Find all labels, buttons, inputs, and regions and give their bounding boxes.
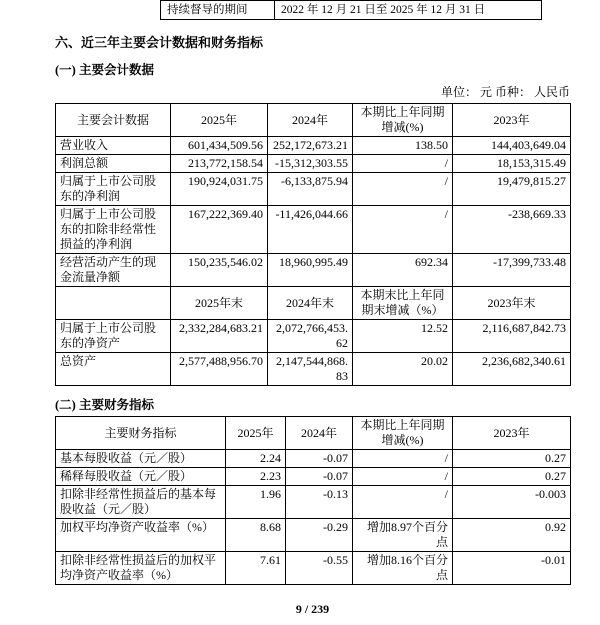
table-cell: / (353, 468, 453, 486)
supervision-period-table (160, 0, 542, 20)
table-cell: 601,434,509.56 (171, 137, 268, 155)
subsection-2-title: (二) 主要财务指标 (55, 398, 154, 412)
table-cell: 1.96 (226, 486, 286, 519)
table-row (56, 155, 571, 173)
table-row (56, 450, 571, 468)
table-cell: 增加8.16个百分点 (353, 552, 453, 585)
table-cell: 0.92 (453, 519, 571, 552)
table-header-row (56, 287, 571, 320)
table-cell: 8.68 (226, 519, 286, 552)
column-header: 2025年末 (171, 287, 268, 320)
table-cell: 归属于上市公司股东的扣除非经常性损益的净利润 (56, 206, 171, 254)
table-cell: 18,960,995.49 (268, 254, 353, 287)
table-row (56, 206, 571, 254)
table-row (56, 468, 571, 486)
table-row (56, 552, 571, 585)
table-cell: 138.50 (353, 137, 453, 155)
section-title: 六、近三年主要会计数据和财务指标 (55, 35, 264, 50)
column-header: 主要财务指标 (56, 417, 226, 450)
page-number: 9 / 239 (295, 602, 330, 616)
table-cell: 总资产 (56, 353, 171, 386)
table-cell: -0.07 (286, 450, 353, 468)
table-row (56, 353, 571, 386)
table-row (56, 173, 571, 206)
accounting-data-table (55, 103, 571, 386)
table-cell: -0.07 (286, 468, 353, 486)
table-cell: -11,426,044.66 (268, 206, 353, 254)
table-cell: 2,577,488,956.70 (171, 353, 268, 386)
column-header (56, 287, 171, 320)
table-cell: -238,669.33 (453, 206, 571, 254)
table-cell: -0.003 (453, 486, 571, 519)
table-cell: -17,399,733.48 (453, 254, 571, 287)
table-row (56, 254, 571, 287)
table-header-row (56, 104, 571, 137)
table-cell: 190,924,031.75 (171, 173, 268, 206)
table-cell: 2,072,766,453.62 (268, 320, 353, 353)
supervision-period-value: 2022 年 12 月 21 日至 2025 年 12 月 31 日 (275, 1, 542, 20)
table-cell: 2.24 (226, 450, 286, 468)
table-cell: 18,153,315.49 (453, 155, 571, 173)
table-cell: 0.27 (453, 450, 571, 468)
table-cell: 144,403,649.04 (453, 137, 571, 155)
table-header-row (56, 417, 571, 450)
table-cell: -0.13 (286, 486, 353, 519)
table-cell: 167,222,369.40 (171, 206, 268, 254)
table-row (56, 486, 571, 519)
table-cell: / (353, 206, 453, 254)
table-row (56, 519, 571, 552)
table-cell: 扣除非经常性损益后的基本每股收益（元／股） (56, 486, 226, 519)
table-cell: 归属于上市公司股东的净利润 (56, 173, 171, 206)
column-header: 2023年 (453, 417, 571, 450)
table-cell: 12.52 (353, 320, 453, 353)
table-cell: / (353, 155, 453, 173)
financial-indicators-table (55, 416, 571, 585)
table-cell: 稀释每股收益（元／股） (56, 468, 226, 486)
table-cell: 归属于上市公司股东的净资产 (56, 320, 171, 353)
table-cell: / (353, 173, 453, 206)
table-cell: 0.27 (453, 468, 571, 486)
column-header: 本期末比上年同期末增减（%） (353, 287, 453, 320)
table-cell: -6,133,875.94 (268, 173, 353, 206)
table-cell: 150,235,546.02 (171, 254, 268, 287)
table-cell: 利润总额 (56, 155, 171, 173)
column-header: 2024年 (286, 417, 353, 450)
table-cell: 2,147,544,868.83 (268, 353, 353, 386)
table-cell: -0.01 (453, 552, 571, 585)
table-cell: 经营活动产生的现金流量净额 (56, 254, 171, 287)
column-header: 主要会计数据 (56, 104, 171, 137)
column-header: 2024年末 (268, 287, 353, 320)
table-cell: 19,479,815.27 (453, 173, 571, 206)
table-cell: / (353, 486, 453, 519)
table-cell: 2,116,687,842.73 (453, 320, 571, 353)
column-header: 2023年 (453, 104, 571, 137)
table-cell: 2.23 (226, 468, 286, 486)
column-header: 2023年末 (453, 287, 571, 320)
table-cell: 20.02 (353, 353, 453, 386)
supervision-period-label: 持续督导的期间 (161, 1, 275, 20)
table-cell: 213,772,158.54 (171, 155, 268, 173)
table-row (161, 1, 542, 20)
table-cell: -15,312,303.55 (268, 155, 353, 173)
subsection-1-title: (一) 主要会计数据 (55, 63, 154, 77)
table-cell: 7.61 (226, 552, 286, 585)
table-row (56, 320, 571, 353)
table-cell: / (353, 450, 453, 468)
table-cell: 252,172,673.21 (268, 137, 353, 155)
column-header: 2024年 (268, 104, 353, 137)
table-cell: 营业收入 (56, 137, 171, 155)
table-row (56, 137, 571, 155)
unit-note: 单位： 元 币种： 人民币 (440, 85, 570, 99)
column-header: 2025年 (226, 417, 286, 450)
table-cell: 2,332,284,683.21 (171, 320, 268, 353)
table-cell: 2,236,682,340.61 (453, 353, 571, 386)
table-cell: 扣除非经常性损益后的加权平均净资产收益率（%） (56, 552, 226, 585)
table-cell: -0.29 (286, 519, 353, 552)
table-cell: -0.55 (286, 552, 353, 585)
table-cell: 加权平均净资产收益率（%） (56, 519, 226, 552)
column-header: 本期比上年同期增减(%) (353, 417, 453, 450)
column-header: 2025年 (171, 104, 268, 137)
table-cell: 692.34 (353, 254, 453, 287)
table-cell: 基本每股收益（元／股） (56, 450, 226, 468)
table-cell: 增加8.97个百分点 (353, 519, 453, 552)
column-header: 本期比上年同期增减(%) (353, 104, 453, 137)
